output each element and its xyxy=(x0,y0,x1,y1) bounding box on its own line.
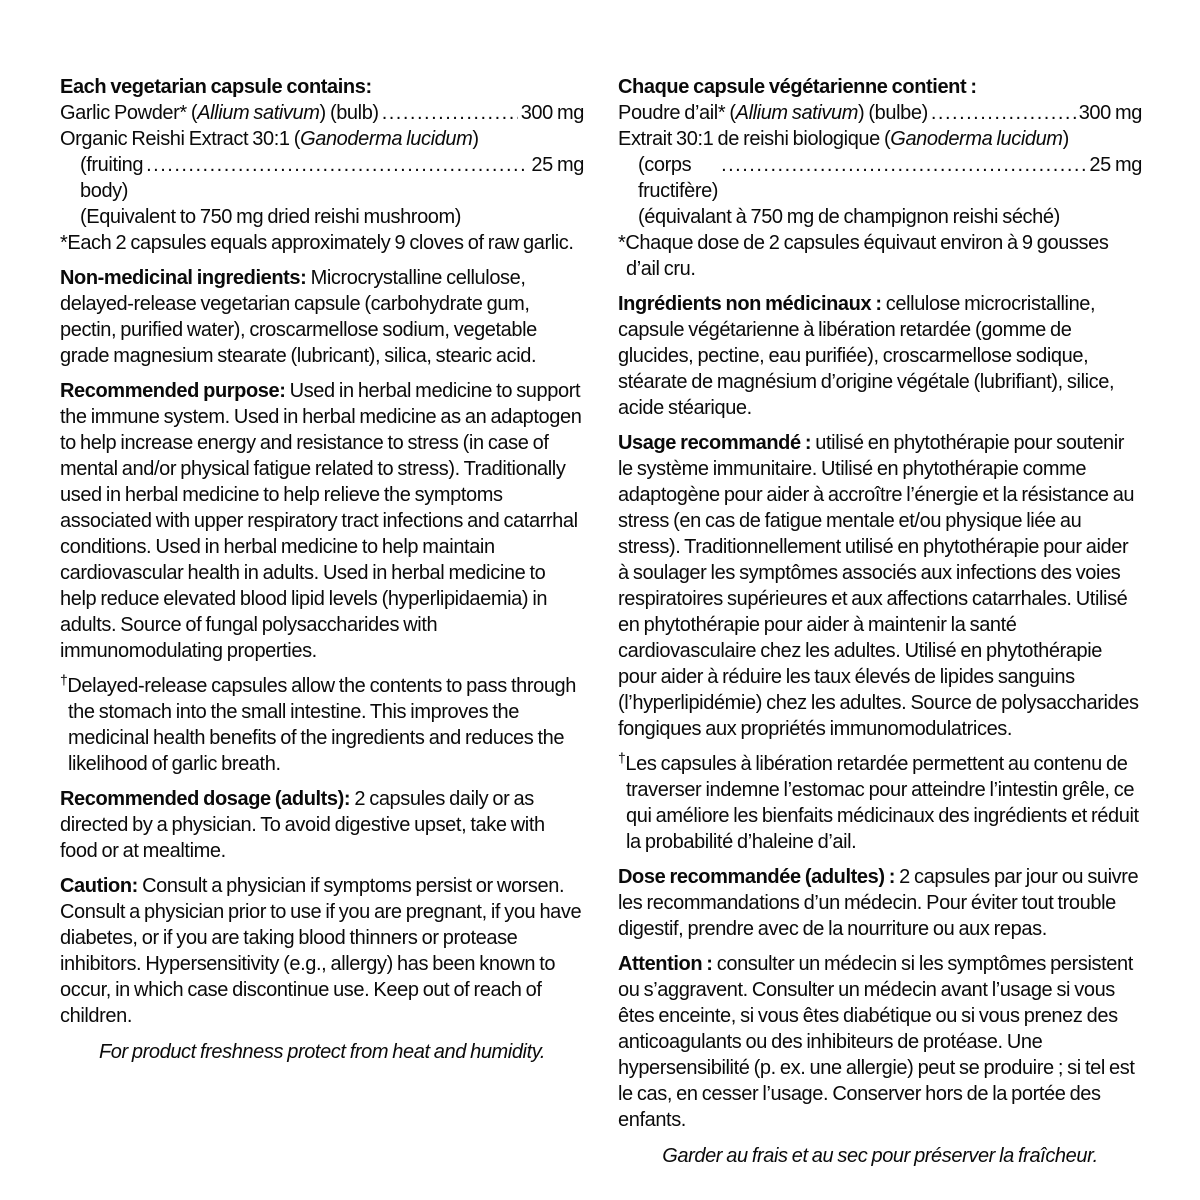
ingredient-name-pre: Organic Reishi Extract 30:1 ( xyxy=(60,128,301,150)
latin-name: Ganoderma lucidum xyxy=(300,128,473,150)
ingredient-row-fruiting-body-en xyxy=(60,152,584,204)
ingredient-row-reishi-fr xyxy=(618,126,1142,152)
ingredient-amount: 25 mg xyxy=(531,154,584,176)
paragraph-nonmedicinal-fr xyxy=(618,291,1142,421)
paragraph-label: Usage recommandé : xyxy=(618,432,812,454)
dagger-mark: † xyxy=(60,671,68,688)
french-column xyxy=(618,74,1142,1169)
dagger-mark: † xyxy=(618,749,626,766)
paragraph-text: Microcrystalline cellulose, delayed-release vegetarian capsule (carbohydrate gum, pectin, purified water), croscarmellose sodium, vegetable grade magnesium stearate (lubricant), silica, stearic acid. xyxy=(60,267,537,367)
ingredient-name: (corps fructifère) xyxy=(638,154,719,202)
paragraph-recommended-dosage-fr xyxy=(618,864,1142,942)
paragraph-text: cellulose microcristalline, capsule végétarienne à libération retardée (gomme de glucides, pectine, eau purifiée), croscarmellose sodique, stéarate de magnésium d’origine végétale (lubrifiant), silice, acide stéarique. xyxy=(618,293,1115,419)
paragraph-label: Dose recommandée (adultes) : xyxy=(618,866,895,888)
ingredient-name-pre: Extrait 30:1 de reishi biologique ( xyxy=(618,128,891,150)
ingredient-amount: 300 mg xyxy=(1078,102,1142,124)
paragraph-recommended-purpose-fr xyxy=(618,430,1142,742)
paragraph-label: Caution: xyxy=(60,875,138,897)
ingredient-name-pre: Garlic Powder* ( xyxy=(60,102,198,124)
ingredient-name-post: ) (bulb) xyxy=(319,102,379,124)
ingredient-name-post: ) xyxy=(472,128,479,150)
ingredient-row-garlic-fr xyxy=(618,100,1142,126)
freshness-note-en: For product freshness protect from heat and humidity. xyxy=(98,1041,546,1063)
dots-leader xyxy=(146,152,528,178)
ingredient-amount: 300 mg xyxy=(520,102,584,124)
ingredient-name xyxy=(618,100,928,126)
paragraph-label: Recommended purpose: xyxy=(60,380,286,402)
english-column xyxy=(60,74,584,1065)
ingredient-name-post: ) (bulbe) xyxy=(857,102,928,124)
ingredient-amount: 25 mg xyxy=(1089,154,1142,176)
paragraph-text: Consult a physician if symptoms persist or worsen. Consult a physician prior to use if you are pregnant, if you have diabetes, or if you are taking blood thinners or protease inhibitors. Hypersensitivity (e.g., allergy) has been known to occur, in which case discontinue use. Keep out of reach of children. xyxy=(60,875,582,1027)
freshness-note-fr: Garder au frais et au sec pour préserver la fraîcheur. xyxy=(662,1145,1098,1167)
latin-name: Allium sativum xyxy=(735,102,858,124)
paragraph-caution-en xyxy=(60,873,584,1029)
dots-leader xyxy=(382,100,518,126)
paragraph-label: Recommended dosage (adults): xyxy=(60,788,351,810)
garlic-clove-footnote-en: *Each 2 capsules equals approximately 9 cloves of raw garlic. xyxy=(60,232,574,254)
latin-name: Ganoderma lucidum xyxy=(890,128,1063,150)
paragraph-text: 2 capsules par jour ou suivre les recommandations d’un médecin. Pour éviter tout trouble digestif, prendre avec de la nourriture ou aux repas. xyxy=(618,866,1139,940)
paragraph-label: Attention : xyxy=(618,953,713,975)
dots-leader xyxy=(721,152,1086,178)
reishi-equivalent-note-en: (Equivalent to 750 mg dried reishi mushroom) xyxy=(80,206,462,228)
paragraph-text: utilisé en phytothérapie pour soutenir le système immunitaire. Utilisé en phytothérapie comme adaptogène pour aider à accroître l’énergie et la résistance au stress (en cas de fatigue mentale et/ou physique liée au stress). Traditionnellement utilisé en phytothérapie pour aider à soulager les symptômes associés aux infections des voies respiratoires supérieures et aux affections catarrhales. Utilisé en phytothérapie pour aider à maintenir la santé cardiovasculaire chez les adultes. Utilisé en phytothérapie pour aider à réduire les taux élevés de lipides sanguins (l’hyperlipidémie) chez les adultes. Source de polysaccharides fongiques aux propriétés immunomodulatrices. xyxy=(618,432,1139,740)
ingredient-row-garlic-en xyxy=(60,100,584,126)
paragraph-text: 2 capsules daily or as directed by a physician. To avoid digestive upset, take with food or at mealtime. xyxy=(60,788,545,862)
ingredient-name-pre: Poudre d’ail* ( xyxy=(618,102,736,124)
ingredient-name-post: ) xyxy=(1062,128,1069,150)
paragraph-label: Non-medicinal ingredients: xyxy=(60,267,307,289)
paragraph-recommended-purpose-en xyxy=(60,378,584,664)
paragraph-label: Ingrédients non médicinaux : xyxy=(618,293,882,315)
ingredient-row-fruiting-body-fr xyxy=(618,152,1142,204)
dots-leader xyxy=(931,100,1076,126)
reishi-equivalent-note-fr: (équivalant à 750 mg de champignon reishi séché) xyxy=(638,206,1060,228)
latin-name: Allium sativum xyxy=(197,102,320,124)
ingredients-title-fr: Chaque capsule végétarienne contient : xyxy=(618,76,977,98)
paragraph-text: Les capsules à libération retardée permettent au contenu de traverser indemne l’estomac pour atteindre l’intestin grêle, ce qui améliore les bienfaits médicinaux des ingrédients et réduit la probabilité d’haleine d’ail. xyxy=(625,753,1139,853)
paragraph-delayed-release-en xyxy=(60,673,584,777)
paragraph-text: Delayed-release capsules allow the contents to pass through the stomach into the small intestine. This improves the medicinal health benefits of the ingredients and reduces the likelihood of garlic breath. xyxy=(67,675,576,775)
paragraph-text: consulter un médecin si les symptômes persistent ou s’aggravent. Consulter un médecin avant l’usage si vous êtes enceinte, si vous êtes diabétique ou si vous prenez des anticoagulants ou des inhibiteurs de protéase. Une hypersensibilité (p. ex. une allergie) peut se produire ; si tel est le cas, en cesser l’usage. Conserver hors de la portée des enfants. xyxy=(618,953,1135,1131)
garlic-clove-footnote-fr: *Chaque dose de 2 capsules équivaut environ à 9 gousses d’ail cru. xyxy=(618,232,1109,280)
paragraph-delayed-release-fr xyxy=(618,751,1142,855)
ingredients-title-en: Each vegetarian capsule contains: xyxy=(60,76,372,98)
ingredient-row-reishi-en xyxy=(60,126,584,152)
paragraph-nonmedicinal-en xyxy=(60,265,584,369)
paragraph-text: Used in herbal medicine to support the immune system. Used in herbal medicine as an adaptogen to help increase energy and resistance to stress (in case of mental and/or physical fatigue related to stress). Traditionally used in herbal medicine to help relieve the symptoms associated with upper respiratory tract infections and catarrhal conditions. Used in herbal medicine to help maintain cardiovascular health in adults. Used in herbal medicine to help reduce elevated blood lipid levels (hyperlipidaemia) in adults. Source of fungal polysaccharides with immunomodulating properties. xyxy=(60,380,582,662)
ingredient-name xyxy=(60,100,379,126)
paragraph-recommended-dosage-en xyxy=(60,786,584,864)
ingredient-name: (fruiting body) xyxy=(80,154,144,202)
paragraph-caution-fr xyxy=(618,951,1142,1133)
